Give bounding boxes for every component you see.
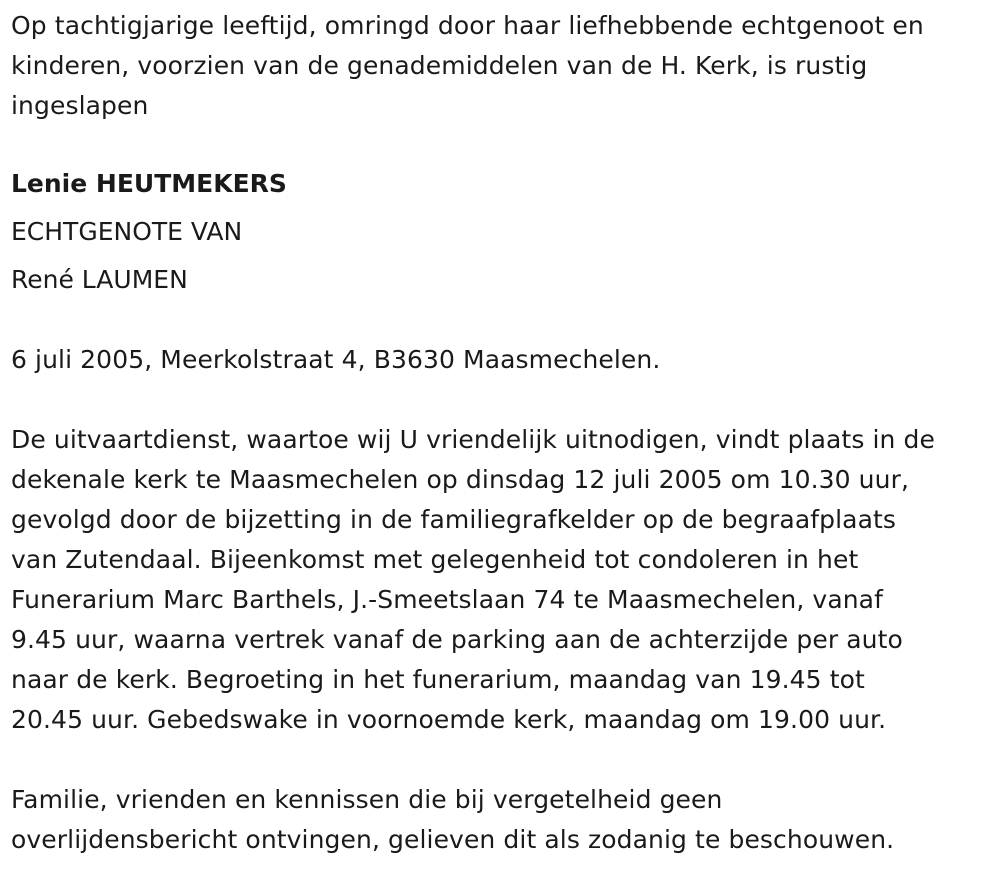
deceased-block: [11, 160, 996, 304]
deceased-name: Lenie HEUTMEKERS: [11, 169, 287, 198]
funeral-line: De uitvaartdienst, waartoe wij U vriendelijk uitnodigen, vindt plaats in de: [11, 425, 935, 454]
closing-paragraph: [11, 780, 996, 860]
intro-line: kinderen, voorzien van de genademiddelen van de H. Kerk, is rustig: [11, 51, 868, 80]
spouse-name: René LAUMEN: [11, 265, 188, 294]
closing-line: overlijdensbericht ontvingen, gelieven dit als zodanig te beschouwen.: [11, 825, 895, 854]
funeral-paragraph: [11, 420, 996, 740]
funeral-line: naar de kerk. Begroeting in het funerarium, maandag van 19.45 tot: [11, 665, 865, 694]
intro-line: ingeslapen: [11, 91, 149, 120]
funeral-line: Funerarium Marc Barthels, J.-Smeetslaan 74 te Maasmechelen, vanaf: [11, 585, 884, 614]
intro-line: Op tachtigjarige leeftijd, omringd door haar liefhebbende echtgenoot en: [11, 11, 924, 40]
funeral-line: dekenale kerk te Maasmechelen op dinsdag 12 juli 2005 om 10.30 uur,: [11, 465, 909, 494]
relation-label: ECHTGENOTE VAN: [11, 217, 243, 246]
death-date-place: 6 juli 2005, Meerkolstraat 4, B3630 Maasmechelen.: [11, 345, 661, 374]
intro-paragraph: [11, 6, 996, 126]
closing-line: Familie, vrienden en kennissen die bij vergetelheid geen: [11, 785, 723, 814]
funeral-line: 9.45 uur, waarna vertrek vanaf de parking aan de achterzijde per auto: [11, 625, 903, 654]
funeral-line: van Zutendaal. Bijeenkomst met gelegenheid tot condoleren in het: [11, 545, 859, 574]
obituary-document: [11, 6, 996, 860]
death-notice-paragraph: [11, 340, 996, 380]
funeral-line: gevolgd door de bijzetting in de familiegrafkelder op de begraafplaats: [11, 505, 897, 534]
funeral-line: 20.45 uur. Gebedswake in voornoemde kerk, maandag om 19.00 uur.: [11, 705, 887, 734]
